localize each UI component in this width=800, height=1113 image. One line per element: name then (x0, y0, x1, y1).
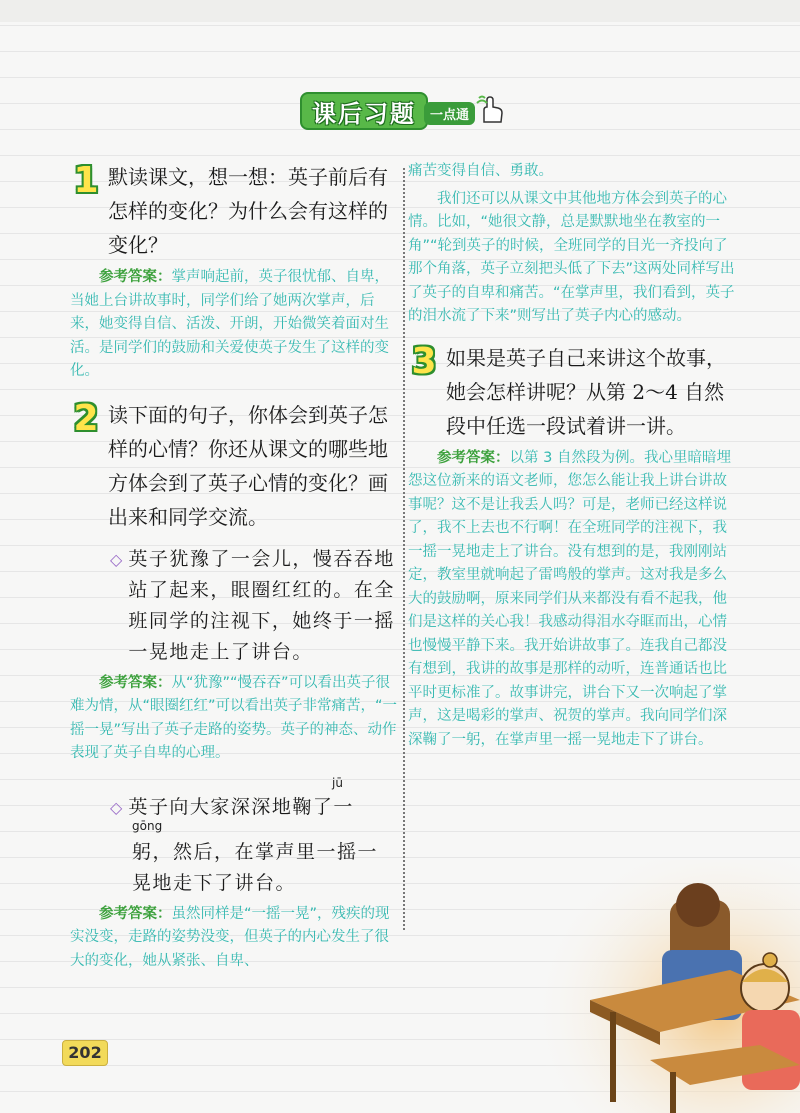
answer-3 (408, 447, 738, 753)
answer-label: 参考答案： (437, 449, 510, 466)
question-1-text: 默读课文，想一想：英子前后有怎样的变化？为什么会有这样的变化？ (108, 165, 388, 257)
top-margin-band (0, 0, 800, 22)
quote-1-text: 英子犹豫了一会儿，慢吞吞地站了起来，眼圈红红的。在全班同学的注视下，她终于一摇一晃地走上了讲台。 (128, 547, 395, 663)
diamond-icon: ◇ (110, 797, 123, 817)
question-number-badge: 3 (411, 340, 437, 382)
answer-3-text: 以第 3 自然段为例。我心里暗暗埋怨这位新来的语文老师，您怎么能让我上讲台讲故事呢？这不是让我丢人吗？可是，老师已经这样说了，我不上去也不行啊！在全班同学的注视下，我一摇一晃地走上了讲台。没有想到的是，我刚刚站定，教室里就响起了雷鸣般的掌声。这对我是多么大的鼓励啊，原来同学们从来都没有看不起我，他们是这样的关心我！我感动得泪水夺眶而出，心情也慢慢平静下来。我开始讲故事了。连我自己都没有想到，我讲的故事是那样的动听，连普通话也比平时更标准了。故事讲完，讲台下又一次响起了掌声，这是喝彩的掌声、祝贺的掌声。我向同学们深深鞠了一躬，在掌声里一摇一晃地走下了讲台。 (408, 449, 731, 748)
answer-2b-text: 虽然同样是“一摇一晃”，残疾的现实没变，走路的姿势没变，但英子的内心发生了很大的变化，她从紧张、自卑、 (70, 905, 390, 969)
classroom-illustration (530, 860, 800, 1113)
question-2 (70, 398, 398, 534)
question-2-text: 读下面的句子，你体会到英子怎样的心情？你还从课文的哪些地方体会到了英子心情的变化？画出来和同学交流。 (108, 402, 388, 529)
answer-1 (70, 266, 398, 384)
answer-1-text: 掌声响起前，英子很忧郁、自卑，当她上台讲故事时，同学们给了她两次掌声，后来，她变得自信、活泼、开朗，开始微笑着面对生活。是同学们的鼓励和关爱使英子发生了这样的变化。 (70, 269, 389, 379)
question-3 (408, 341, 738, 443)
quote-2-line2: 躬，然后，在掌声里一摇一晃地走下了讲台。 (132, 840, 379, 894)
page-number: 202 (62, 1040, 108, 1066)
question-number-badge: 1 (73, 160, 99, 201)
answer-2-extra: 我们还可以从课文中其他地方体会到英子的心情。比如，“她很文静，总是默默地坐在教室的一角”“轮到英子的时候，全班同学的目光一齐投向了那个角落，英子立刻把头低了下去”这两处同样写出了英子的自卑和痛苦。“在掌声里，我们看到，英子的泪水流了下来”则写出了英子内心的感动。 (408, 190, 735, 324)
answer-label: 参考答案： (99, 905, 172, 922)
quote-2 (70, 774, 398, 899)
diamond-icon: ◇ (110, 549, 123, 569)
header-pill (300, 92, 428, 130)
section-header (300, 86, 510, 130)
answer-label: 参考答案： (99, 674, 172, 691)
answer-2a-text: 从“犹豫”“慢吞吞”可以看出英子很难为情，从“眼圈红红”可以看出英子非常痛苦，“一摇一晃”写出了英子走路的姿势。英子的神态、动作表现了英子自卑的心理。 (70, 674, 398, 761)
pinyin-ju: jū (332, 775, 343, 790)
right-column (408, 160, 738, 752)
answer-2b (70, 903, 398, 974)
question-1 (70, 160, 398, 262)
question-3-text: 如果是英子自己来讲这个故事，她会怎样讲呢？从第 2～4 自然段中任选一段试着讲一讲。 (446, 345, 726, 438)
pinyin-gong: gōng (132, 818, 163, 833)
answer-2a (70, 672, 398, 766)
question-number-badge: 2 (73, 397, 99, 439)
left-column (70, 160, 398, 973)
quote-1 (110, 544, 398, 668)
pointing-hand-icon (476, 94, 506, 124)
answer-2b-continued: 痛苦变得自信、勇敢。 (408, 163, 553, 179)
quote-2-line1: 英子向大家深深地鞠了一 (128, 795, 354, 818)
header-title: 课后习题 (312, 99, 416, 128)
answer-label: 参考答案： (99, 269, 172, 285)
column-divider (403, 168, 405, 930)
header-subtitle: 一点通 (424, 102, 475, 125)
